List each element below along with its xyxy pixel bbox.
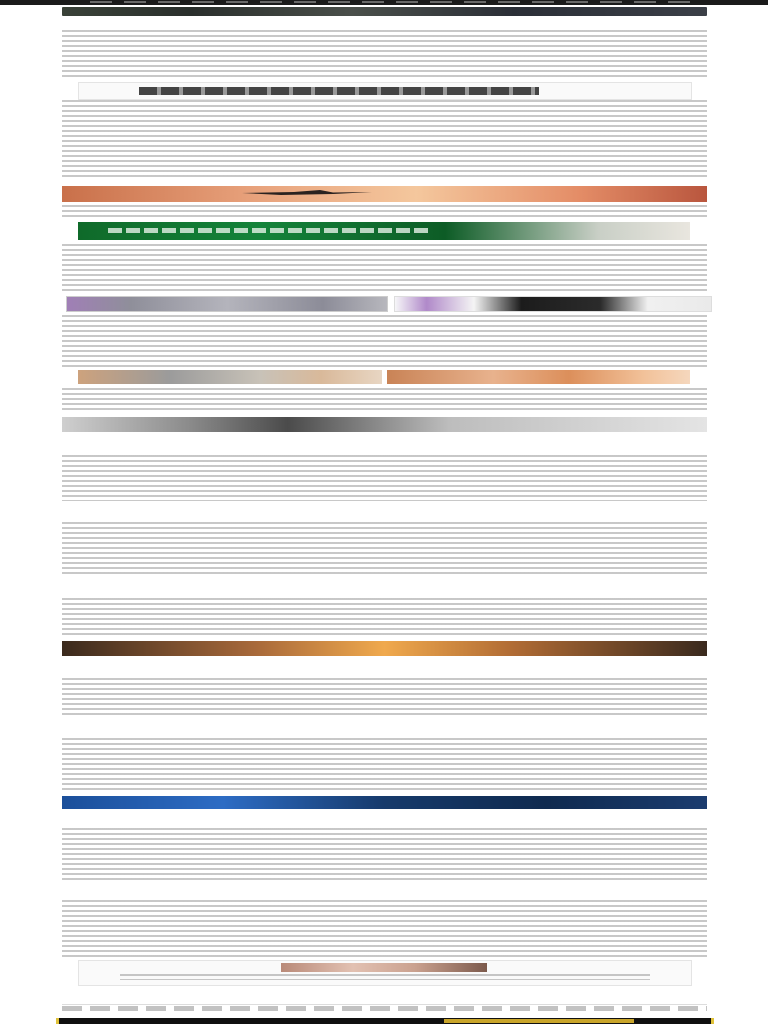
text-lines [120, 974, 650, 980]
paragraph [62, 738, 707, 790]
bird-silhouette [242, 190, 372, 195]
footer-links[interactable] [62, 1006, 707, 1011]
text-lines [62, 598, 707, 636]
sunset-photo [62, 186, 707, 202]
bottom-bar-edge-right [711, 1018, 714, 1024]
paragraph [62, 828, 707, 880]
grey-photo-left [66, 296, 388, 312]
black-and-white-photo [62, 417, 707, 432]
text-lines [62, 205, 707, 220]
pull-quote [78, 82, 692, 100]
warm-photo-left [78, 370, 382, 384]
paragraph [62, 598, 707, 636]
dark-photo-right [394, 296, 712, 312]
paragraph [62, 100, 707, 178]
paragraph [62, 30, 707, 80]
paragraph [62, 455, 707, 501]
text-lines [62, 455, 707, 501]
orange-photo-right [387, 370, 690, 384]
site-top-bar [0, 0, 768, 5]
author-bio [120, 974, 650, 980]
green-banner-image[interactable] [78, 222, 690, 240]
text-lines [62, 900, 707, 958]
paragraph [62, 678, 707, 718]
portrait-photo [281, 963, 487, 972]
paragraph [62, 522, 707, 576]
blue-photo [62, 796, 707, 809]
text-lines [62, 315, 707, 367]
image-caption [62, 205, 707, 220]
text-lines [62, 678, 707, 718]
article-title-banner [62, 7, 707, 16]
banner-text-lines [108, 228, 428, 233]
text-lines [62, 100, 707, 178]
paragraph [62, 900, 707, 958]
text-lines [62, 388, 707, 413]
text-lines [62, 738, 707, 790]
dusk-photo [62, 641, 707, 656]
paragraph [62, 388, 707, 413]
paragraph [62, 315, 707, 367]
text-lines [62, 30, 707, 80]
bottom-bar-highlight[interactable] [444, 1019, 634, 1023]
bottom-bar [56, 1018, 714, 1024]
text-lines [62, 522, 707, 576]
site-nav[interactable] [90, 1, 690, 3]
text-lines [62, 828, 707, 880]
paragraph [62, 244, 707, 292]
footer-divider [62, 1004, 707, 1005]
bottom-bar-edge-left [56, 1018, 59, 1024]
text-lines [62, 244, 707, 292]
pull-quote-text-lines [139, 87, 539, 95]
